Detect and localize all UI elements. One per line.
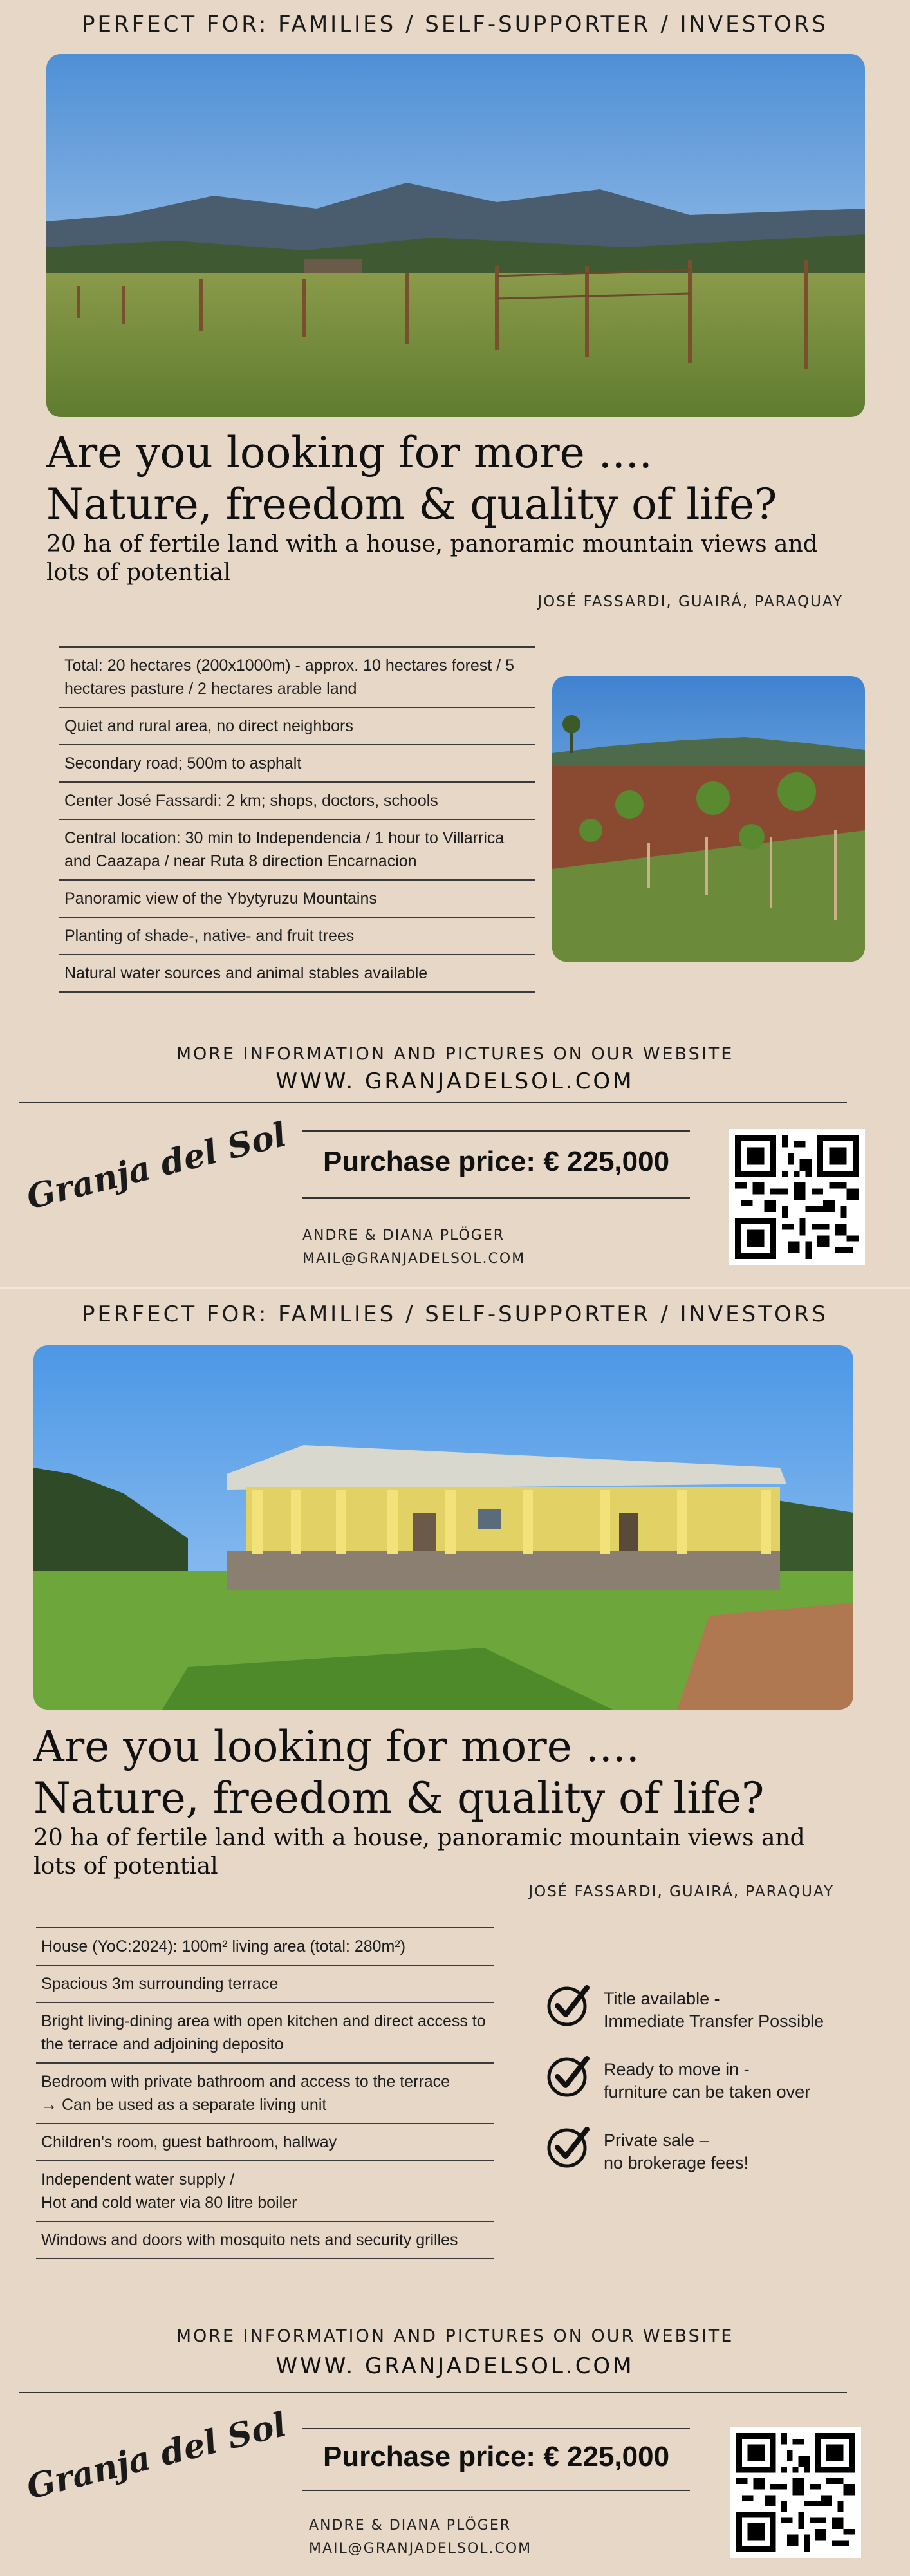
house-photo (33, 1345, 853, 1710)
headline-line-1: Are you looking for more .... (46, 428, 653, 478)
headline-line-1: Are you looking for more .... (33, 1722, 640, 1771)
tagline: PERFECT FOR: FAMILIES / SELF-SUPPORTER / INVESTORS (82, 12, 828, 37)
contact-name: ANDRE & DIANA PLÖGER (309, 2517, 512, 2534)
checkmark-circle-icon (546, 2053, 591, 2098)
checkmark-circle-icon (546, 1983, 591, 2028)
feature-item: Windows and doors with mosquito nets and security grilles (36, 2221, 494, 2259)
price-rule-top (302, 1130, 690, 1132)
benefit-item (546, 2053, 868, 2124)
flyer-page-2 (0, 1287, 910, 2576)
feature-item: Bedroom with private bathroom and access to the terrace → Can be used as a separate living unit (36, 2062, 494, 2123)
price-rule-bottom (302, 2490, 690, 2491)
granja-del-sol-logo: Granja del Sol (23, 1114, 290, 1217)
headline (46, 427, 777, 530)
feature-item: House (YoC:2024): 100m² living area (total: 280m²) (36, 1927, 494, 1965)
benefit-item (546, 1983, 868, 2053)
tagline: PERFECT FOR: FAMILIES / SELF-SUPPORTER / INVESTORS (82, 1302, 828, 1327)
benefit-text: Title available - Immediate Transfer Possible (604, 1989, 824, 2031)
granja-del-sol-logo: Granja del Sol (23, 2404, 290, 2507)
benefit-text: Ready to move in - furniture can be taken over (604, 2060, 811, 2102)
purchase-price: Purchase price: € 225,000 (322, 1146, 670, 1177)
house-feature-list (36, 1927, 494, 2259)
feature-item: Central location: 30 min to Independencia / 1 hour to Villarrica and Caazapa / near Ruta 8 direction Encarnacion (59, 819, 535, 879)
purchase-price: Purchase price: € 225,000 (322, 2441, 670, 2472)
feature-item: Independent water supply / Hot and cold water via 80 litre boiler (36, 2160, 494, 2221)
feature-list (59, 646, 535, 993)
checkmark-circle-icon (546, 2124, 591, 2169)
contact-email[interactable]: MAIL@GRANJADELSOL.COM (309, 2541, 532, 2557)
subheadline: 20 ha of fertile land with a house, panoramic mountain views and lots of potential (33, 1825, 805, 1880)
headline (33, 1721, 764, 1824)
landscape-photo (46, 54, 865, 417)
feature-item: Natural water sources and animal stables available (59, 954, 535, 993)
subheadline: 20 ha of fertile land with a house, panoramic mountain views and lots of potential (46, 531, 818, 586)
feature-item: Total: 20 hectares (200x1000m) - approx. 10 hectares forest / 5 hectares pasture / 2 hectares arable land (59, 646, 535, 707)
headline-line-2: Nature, freedom & quality of life? (33, 1773, 765, 1823)
divider (19, 1102, 847, 1103)
contact-block (309, 2514, 532, 2561)
feature-item: Quiet and rural area, no direct neighbors (59, 707, 535, 744)
contact-name: ANDRE & DIANA PLÖGER (302, 1227, 505, 1244)
feature-item: Secondary road; 500m to asphalt (59, 744, 535, 781)
location: JOSÉ FASSARDI, GUAIRÁ, PARAQUAY (528, 1883, 834, 1900)
benefit-text: Private sale – no brokerage fees! (604, 2131, 749, 2172)
plantation-photo (552, 676, 865, 962)
headline-line-2: Nature, freedom & quality of life? (46, 480, 777, 529)
website-link[interactable]: WWW. GRANJADELSOL.COM (275, 2353, 635, 2379)
feature-item: Bright living-dining area with open kitchen and direct access to the terrace and adjoining deposito (36, 2002, 494, 2062)
feature-item: Planting of shade-, native- and fruit trees (59, 917, 535, 954)
feature-item: Children's room, guest bathroom, hallway (36, 2123, 494, 2160)
more-info-text: MORE INFORMATION AND PICTURES ON OUR WEBSITE (176, 1044, 734, 1064)
feature-item: Panoramic view of the Ybytyruzu Mountains (59, 879, 535, 917)
price-rule-bottom (302, 1197, 690, 1199)
qr-code[interactable] (730, 2427, 861, 2558)
contact-block (302, 1224, 525, 1271)
divider (19, 2392, 847, 2393)
flyer-page-1 (0, 0, 910, 1287)
more-info-text: MORE INFORMATION AND PICTURES ON OUR WEBSITE (176, 2326, 734, 2346)
benefit-item (546, 2124, 868, 2195)
qr-code[interactable] (729, 1129, 865, 1265)
price-rule-top (302, 2428, 690, 2429)
website-link[interactable]: WWW. GRANJADELSOL.COM (275, 1069, 635, 1094)
contact-email[interactable]: MAIL@GRANJADELSOL.COM (302, 1251, 526, 1267)
feature-item: Spacious 3m surrounding terrace (36, 1965, 494, 2002)
benefit-checklist (546, 1983, 868, 2195)
feature-item: Center José Fassardi: 2 km; shops, doctors, schools (59, 781, 535, 819)
location: JOSÉ FASSARDI, GUAIRÁ, PARAQUAY (537, 593, 843, 610)
